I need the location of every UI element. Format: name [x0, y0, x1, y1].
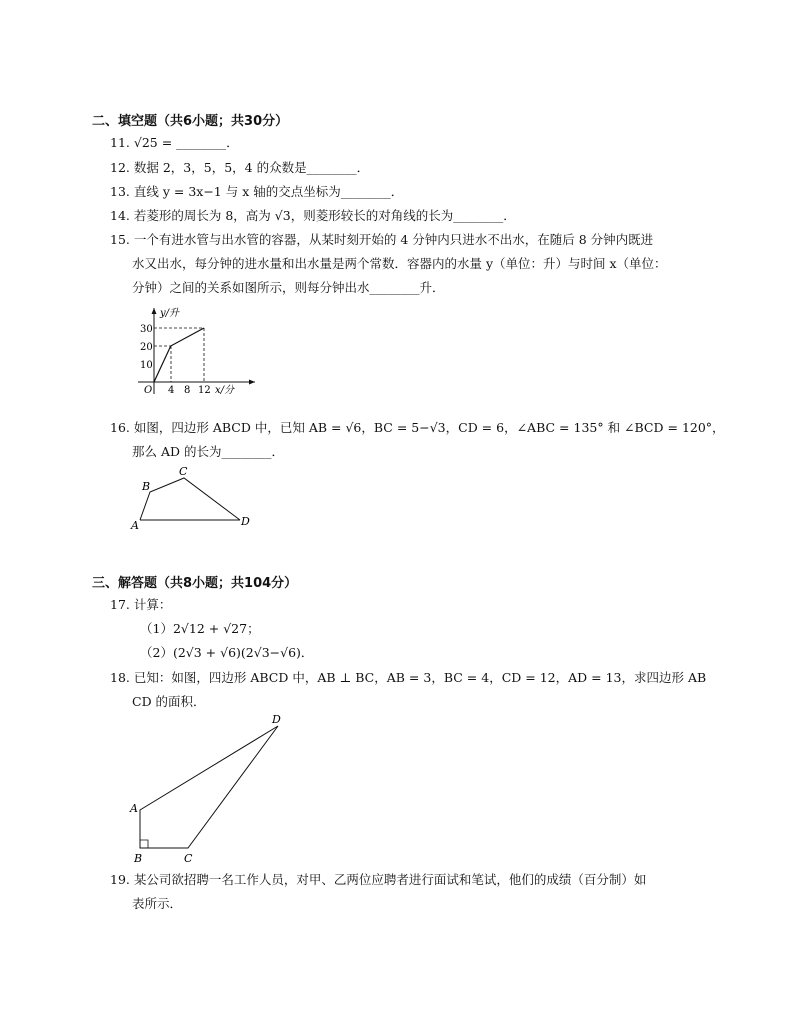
quadrilateral-abcd — [140, 726, 278, 848]
question-text: 一个有进水管与出水管的容器，从某时刻开始的 4 分钟内只进水不出水，在随后 8 分钟内既进 — [133, 232, 654, 247]
y-axis-label: y/升 — [160, 308, 180, 319]
question-number: 19. — [110, 872, 130, 887]
vertex-d: D — [272, 713, 281, 726]
question-15-line-2: 水又出水，每分钟的进水量和出水量是两个常数．容器内的水量 y（单位：升）与时间 x（单位： — [132, 256, 667, 271]
question-19 — [110, 870, 646, 890]
section-title-solve: 三、解答题（共8小题；共104分） — [92, 576, 298, 591]
question-number: 17. — [110, 597, 130, 612]
vertex-b: B — [134, 852, 143, 865]
question-number: 14. — [110, 208, 130, 223]
question-13 — [110, 182, 403, 202]
question-12 — [110, 158, 369, 178]
vertex-c: C — [184, 852, 193, 865]
vertex-a: A — [130, 802, 138, 815]
x-axis-arrow — [249, 380, 255, 385]
section-title-fill-in: 二、填空题（共6小题；共30分） — [92, 114, 289, 129]
y-axis-arrow — [152, 308, 157, 314]
question-11 — [110, 133, 239, 153]
y-tick-30: 30 — [140, 324, 153, 335]
question-text: √25 = ________． — [133, 135, 239, 150]
question-number: 16. — [110, 420, 130, 435]
water-volume-line — [154, 328, 204, 382]
question-text: 若菱形的周长为 8，高为 √3，则菱形较长的对角线的长为________． — [133, 208, 516, 223]
question-14 — [110, 206, 516, 226]
quadrilateral-sides — [140, 478, 240, 520]
vertex-b: B — [142, 480, 151, 493]
question-text: 已知：如图，四边形 ABCD 中，AB ⊥ BC，AB = 3，BC = 4，CD = 12，AD = 13，求四边形 AB — [133, 670, 707, 685]
x-tick-8: 8 — [184, 385, 191, 396]
y-tick-10: 10 — [140, 360, 153, 371]
question-number: 11. — [110, 135, 130, 150]
question-text: 计算： — [133, 597, 172, 612]
vertex-a: A — [131, 519, 139, 532]
x-tick-12: 12 — [198, 385, 211, 396]
origin-label: O — [144, 385, 153, 396]
q16-quadrilateral-figure — [128, 462, 258, 534]
question-text: 某公司欲招聘一名工作人员，对甲、乙两位应聘者进行面试和笔试，他们的成绩（百分制）如 — [133, 872, 647, 887]
question-number: 18. — [110, 670, 130, 685]
vertex-c: C — [179, 465, 188, 478]
q18-quadrilateral-figure — [126, 710, 286, 866]
question-text: 直线 y = 3x−1 与 x 轴的交点坐标为________． — [133, 184, 404, 199]
question-text: 如图，四边形 ABCD 中，已知 AB = √6，BC = 5−√3，CD = 6，∠ABC = 135° 和 ∠BCD = 120°， — [133, 420, 725, 435]
vertex-d: D — [241, 515, 250, 528]
question-18 — [110, 668, 706, 688]
y-tick-20: 20 — [140, 342, 153, 353]
question-15 — [110, 230, 653, 250]
question-19-line-2: 表所示． — [132, 896, 183, 911]
question-text: 数据 2，3，5，5，4 的众数是________． — [133, 160, 370, 175]
question-number: 12. — [110, 160, 130, 175]
right-angle-mark — [140, 840, 148, 848]
question-17 — [110, 595, 171, 615]
question-15-line-3: 分钟）之间的关系如图所示，则每分钟出水________升． — [132, 280, 445, 295]
question-17-part-2: （2）(2√3 + √6)(2√3−√6)． — [140, 645, 314, 660]
x-tick-4: 4 — [168, 385, 175, 396]
question-18-line-2: CD 的面积． — [132, 694, 206, 709]
question-number: 15. — [110, 232, 130, 247]
q15-graph — [130, 304, 260, 400]
question-number: 13. — [110, 184, 130, 199]
question-16 — [110, 418, 725, 438]
question-17-part-1: （1）2√12 + √27； — [140, 621, 260, 636]
x-axis-label: x/分 — [215, 385, 235, 396]
question-16-line-2: 那么 AD 的长为________． — [132, 444, 284, 459]
